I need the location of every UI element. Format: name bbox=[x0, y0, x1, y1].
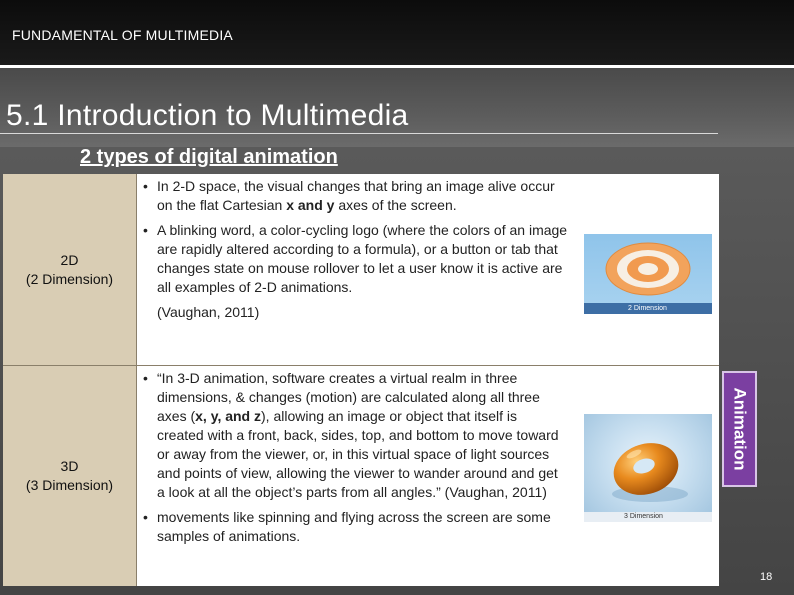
label-2d: 2D bbox=[60, 251, 79, 268]
ring-2d-graphic bbox=[584, 234, 712, 304]
page-number: 18 bbox=[760, 571, 773, 583]
image-2d-ring bbox=[584, 234, 712, 314]
bullet-3d-examples: • movements like spinning and flying across the screen are some samples of animations. bbox=[140, 508, 560, 546]
animation-side-tab bbox=[722, 371, 757, 487]
label-3d: 3D bbox=[60, 458, 79, 474]
label-cell-3d bbox=[3, 366, 137, 586]
image-3d-donut bbox=[584, 414, 712, 522]
citation-2d: (Vaughan, 2011) bbox=[157, 304, 260, 320]
label-2d-subtitle: (2 Dimension) bbox=[25, 270, 114, 287]
slide-title: 5.1 Introduction to Multimedia bbox=[6, 99, 409, 132]
donut-3d-graphic bbox=[584, 414, 712, 512]
bullet-3d-definition: • “In 3-D animation, software creates a virtual realm in three dimensions, & changes (motion) are calculated along all three axes (x, y, and z), allowing an image or object that itself is created with a front, back, sides, top, and bottom to move toward or away from the viewer, or, in this virtual space of light sources and points of view, allowing the viewer to wander around and get a look at all the object’s parts from all angles.” (Vaughan, 2011) bbox=[140, 369, 560, 502]
content-cell-3d bbox=[140, 369, 560, 552]
image-caption-2d: 2 Dimension bbox=[584, 303, 712, 314]
label-3d-subtitle: (3 Dimension) bbox=[25, 477, 114, 493]
course-title: FUNDAMENTAL OF MULTIMEDIA bbox=[12, 27, 233, 43]
bullet-2d-examples: • A blinking word, a color-cycling logo (where the colors of an image are rapidly altered according to a formula), or a button or tab that changes state on mouse rollover to let a user know it is active are all examples of 2-D animations. bbox=[140, 221, 574, 297]
label-cell-2d bbox=[3, 174, 137, 365]
side-tab-label: Animation bbox=[730, 387, 750, 471]
content-cell-2d bbox=[140, 177, 574, 322]
image-caption-3d: 3 Dimension bbox=[584, 512, 712, 522]
title-divider bbox=[0, 133, 718, 134]
bullet-2d-space: • In 2-D space, the visual changes that bring an image alive occur on the flat Cartesian x and y axes of the screen. bbox=[140, 177, 574, 215]
slide-subtitle: 2 types of digital animation bbox=[80, 146, 338, 168]
animation-types-table bbox=[3, 174, 719, 586]
